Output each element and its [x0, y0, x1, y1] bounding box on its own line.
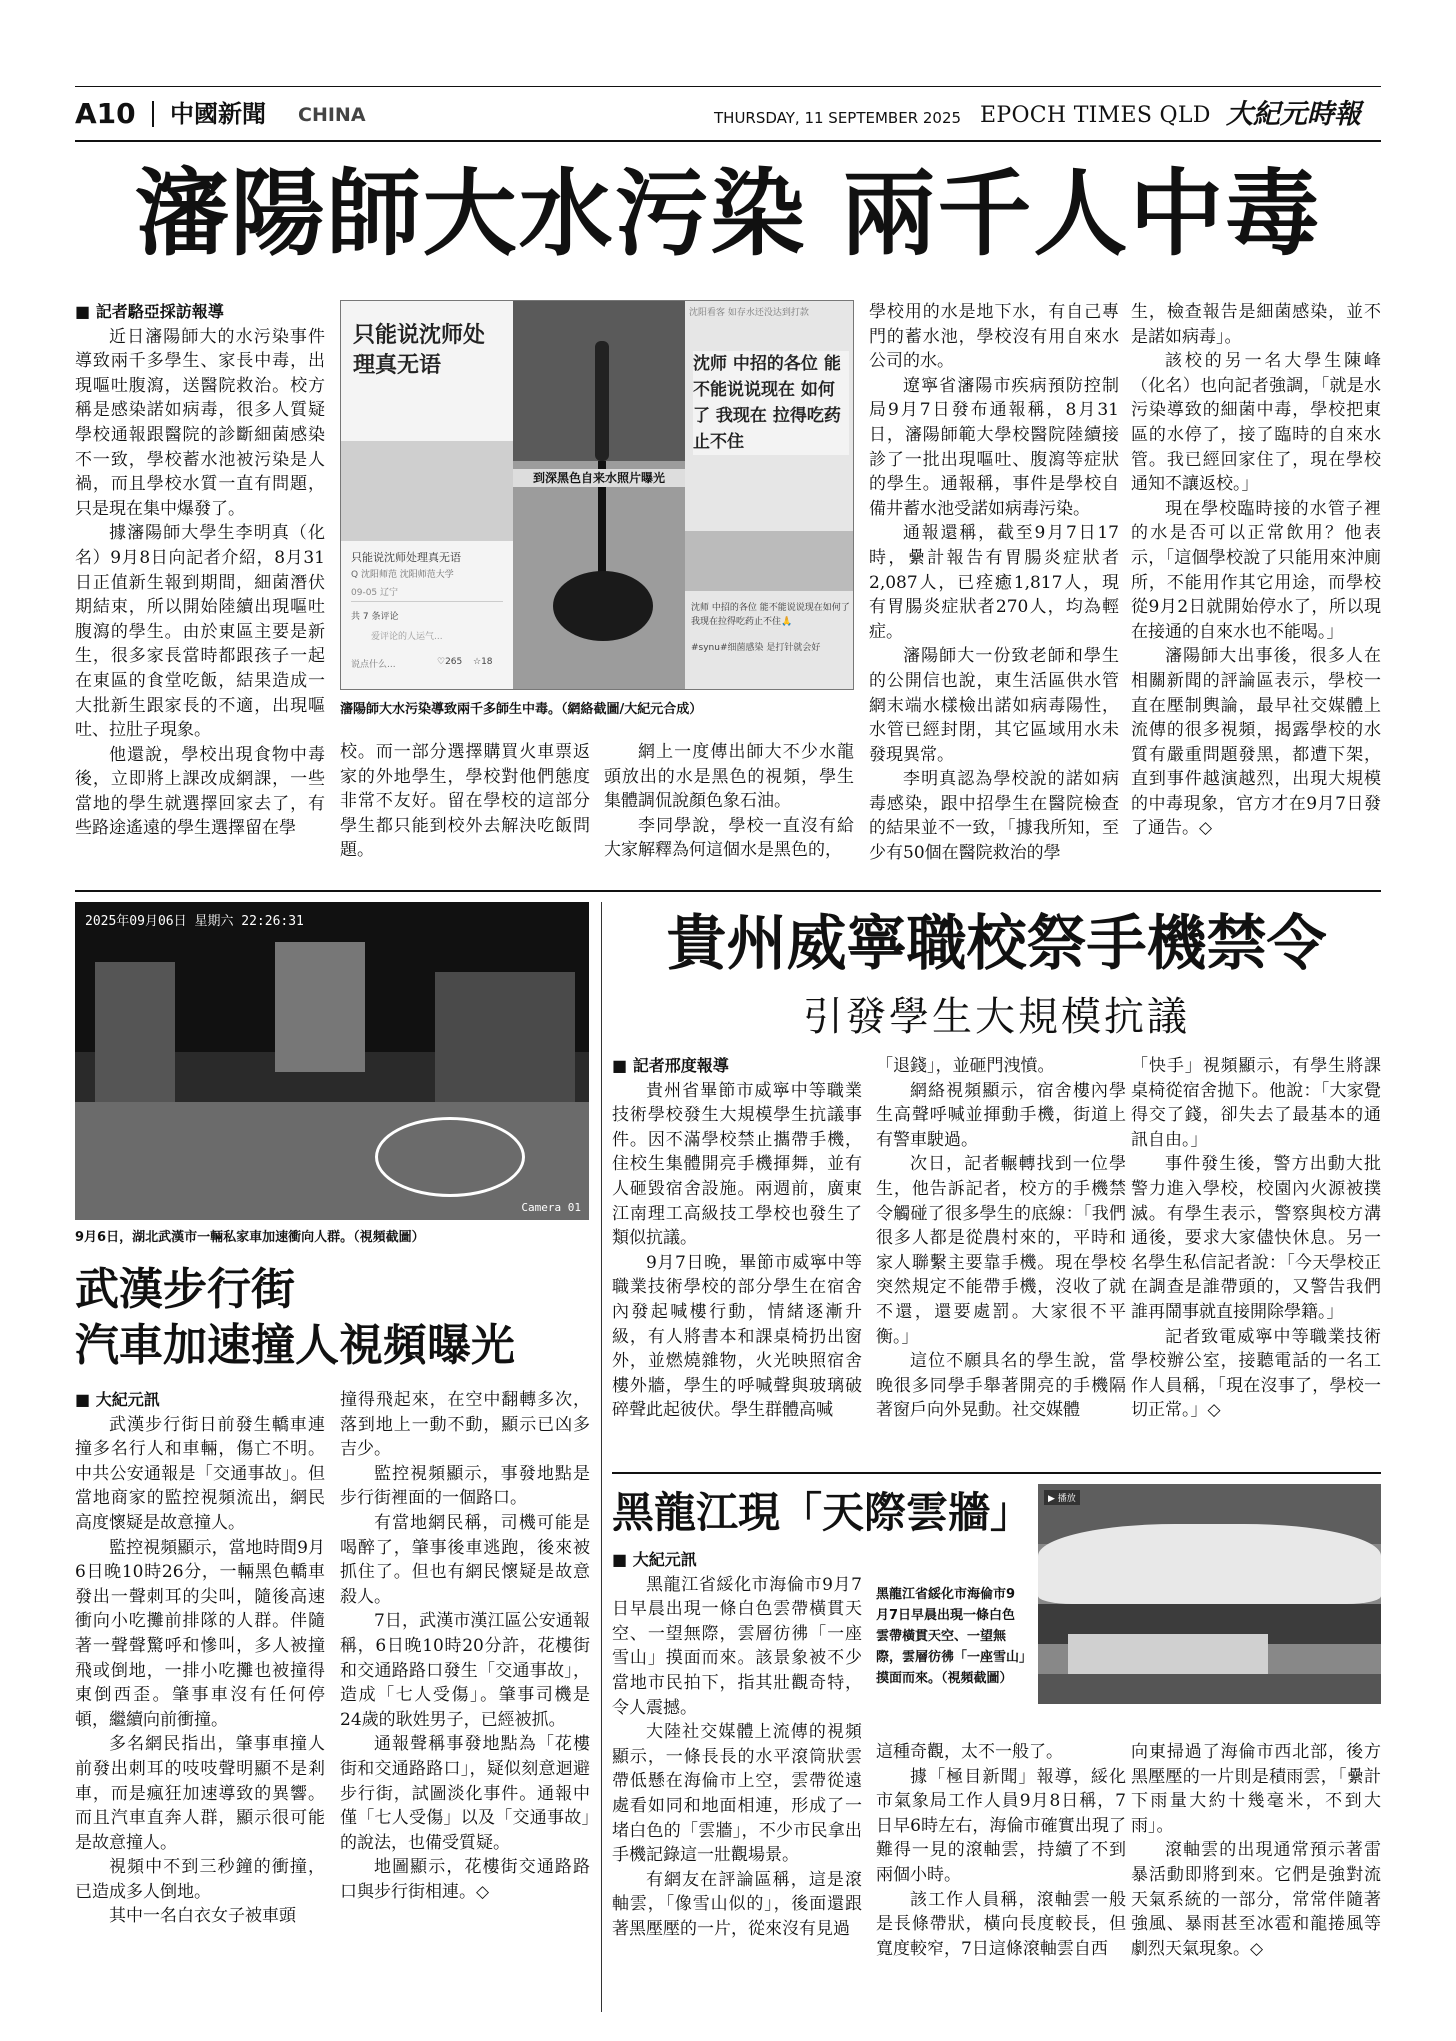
story4-byline: ■ 大紀元訊 — [612, 1548, 862, 1573]
screenshot-small-title: 只能说沈师处理真无语 — [351, 551, 461, 564]
screenshot-left — [341, 301, 513, 690]
paragraph: 9月7日晚，畢節市威寧中等職業技術學校的部分學生在宿舍內發起喊樓行動，情緒逐漸升級，有人將書本和課桌椅扔出窗外，並燃燒雜物，火光映照宿舍樓外牆，學生的呼喊聲與玻璃破碎聲此起彼伏。學生群體高喊 — [612, 1252, 862, 1421]
screenshot-top-text: 沈阳看客 如存水还没达到打款 — [689, 308, 809, 318]
screenshot-small-quote: 沈师 中招的各位 能不能说说现在如何了 我现在拉得吃药止不住🙏 — [691, 603, 850, 627]
paragraph: 網絡視頻顯示，宿舍樓內學生高聲呼喊並揮動手機，街道上有警車駛過。 — [876, 1080, 1126, 1150]
story3-byline: ■ 記者邢度報導 — [612, 1054, 862, 1079]
paper-name-en: EPOCH TIMES QLD — [980, 103, 1211, 128]
paragraph: 武漢步行街日前發生轎車連撞多名行人和車輛，傷亡不明。中共公安通報是「交通事故」。但當地商家的監控視頻流出，網民高度懷疑是故意撞人。 — [75, 1414, 325, 1533]
screenshot-big-quote: 沈师 中招的各位 能不能说说现在 如何了 我现在 拉得吃药止不住 — [693, 351, 849, 455]
paragraph: 網上一度傳出師大不少水龍頭放出的水是黑色的視頻，學生集體調侃說顏色象石油。 — [604, 742, 854, 812]
paragraph: 該校的另一名大學生陳峰（化名）也向記者強調，「就是水污染導致的細菌中毒，學校把東區的水停了，接了臨時的自來水管。我已經回家住了，現在學校通知不讓返校。」 — [1131, 351, 1381, 495]
screenshot-stars: ☆18 — [473, 657, 493, 667]
paragraph: 學校用的水是地下水，有自己專門的蓄水池，學校沒有用自來水公司的水。 — [869, 302, 1119, 372]
paragraph: 校。而一部分選擇購買火車票返家的外地學生，學校對他們態度非常不友好。留在學校的這部分學生都只能到校外去解決吃飯問題。 — [340, 742, 590, 861]
cctv-timestamp: 2025年09月06日 星期六 22:26:31 — [85, 914, 304, 929]
building-left — [95, 962, 175, 1122]
paragraph: 這位不願具名的學生說，當晚很多同學手舉著開亮的手機隔著窗戶向外晃動。社交媒體 — [876, 1351, 1126, 1421]
story1-photo — [340, 300, 854, 690]
paragraph: 李明真認為學校說的諾如病毒感染，跟中招學生在醫院檢查的結果並不一致，「據我所知，至少有50個在醫院救治的學 — [869, 769, 1119, 864]
story2-byline: ■ 大紀元訊 — [75, 1388, 325, 1413]
story4-col3 — [1131, 1740, 1381, 2013]
paragraph: 通報還稱，截至9月7日17時，纍計報告有胃腸炎症狀者2,087人，已痊癒1,817人，現有胃腸炎症狀者270人，均為輕症。 — [869, 523, 1119, 642]
section-title-en: CHINA — [298, 104, 366, 126]
story3-subhead: 引發學生大規模抗議 — [803, 994, 1190, 1040]
paragraph: 記者致電威寧中等職業技術學校辦公室，接聽電話的一名工作人員稱，「現在沒事了，學校一切正常。」◇ — [1131, 1326, 1381, 1421]
paragraph: 李同學說，學校一直沒有給大家解釋為何這個水是黑色的， — [604, 815, 854, 861]
cctv-camera-label: Camera 01 — [521, 1201, 581, 1214]
story4-headline: 黑龍江現「天際雲牆」 — [612, 1488, 1033, 1537]
paragraph: 7日，武漢市漢江區公安通報稱，6日晚10時20分許，花樓街和交通路路口發生「交通事故」，造成「七人受傷」。肇事司機是24歲的耿姓男子，已經被抓。 — [340, 1611, 590, 1730]
paragraph: 事件發生後，警方出動大批警力進入學校，校園內火源被撲滅。有學生表示，警察與校方溝通後，要求大家儘快休息。另一名學生私信記者說：「今天學校正在調查是誰帶頭的，又警告我們誰再鬧事就直接開除學籍。」 — [1131, 1154, 1381, 1322]
story1-byline: ■ 記者駱亞採訪報導 — [75, 300, 325, 325]
story3-col3 — [1131, 1054, 1381, 1464]
faucet-shape — [595, 341, 609, 461]
story1-col4 — [869, 300, 1119, 870]
paragraph: 他還說，學校出現食物中毒後，立即將上課改成網課，一些當地的學生就選擇回家去了，有些路途遙遠的學生選擇留在學 — [75, 744, 325, 839]
paragraph: 大陸社交媒體上流傳的視頻顯示，一條長長的水平滾筒狀雲帶低懸在海倫市上空，雲帶從遠處看如同和地面相連，形成了一堵白色的「雲牆」，不少市民拿出手機記錄這一壯觀場景。 — [612, 1722, 862, 1866]
screenshot-big-text: 只能说沈师处理真无语 — [353, 323, 486, 378]
paragraph: 黑龍江省綏化市海倫市9月7日早晨出現一條白色雲帶橫貫天空、一望無際，雲層彷彿「一座雪山」摸面而來。該景象被不少當地市民拍下，指其壯觀奇特，令人震撼。 — [612, 1574, 862, 1718]
story1-col1 — [75, 300, 325, 870]
paragraph: 近日瀋陽師大的水污染事件導致兩千多學生、家長中毒，出現嘔吐腹瀉，送醫院救治。校方稱是感染諾如病毒，很多人質疑學校通報跟醫院的診斷細菌感染不一致，學校蓄水池被污染是人禍，而且學校水質一直有問題，只是現在集中爆發了。 — [75, 326, 325, 519]
section-title-zh: 中國新聞 — [170, 99, 266, 128]
paragraph: 向東掃過了海倫市西北部，後方黑壓壓的一片則是積雨雲，「纍計下雨量大約十幾毫米，不到大雨」。 — [1131, 1742, 1381, 1836]
paragraph: 地圖顯示，花樓街交通路路口與步行街相連。◇ — [340, 1857, 590, 1902]
story2-photo-caption: 9月6日，湖北武漢市一輛私家車加速衝向人群。（視頻截圖） — [75, 1230, 425, 1245]
paragraph: 據瀋陽師大學生李明真（化名）9月8日向記者介紹，8月31日正值新生報到期間，細菌潛伏期結束，所以開始陸續出現嘔吐腹瀉的學生。由於東區主要是新生，很多家長當時都跟孩子一起在東區的食堂吃飯，結果造成一大批新生跟家長的不適，出現嘔吐、拉肚子現象。 — [75, 523, 325, 741]
paragraph: 貴州省畢節市威寧中等職業技術學校發生大規模學生抗議事件。因不滿學校禁止攜帶手機，住校生集體開亮手機揮舞，並有人砸毀宿舍設施。兩週前，廣東江南理工高級技工學校也發生了類似抗議。 — [612, 1080, 862, 1249]
screenshot-prompt: 爱评论的人运气... — [371, 632, 443, 642]
story2-headline-line2: 汽車加速撞人視頻曝光 — [75, 1320, 515, 1371]
paragraph: 多名網民指出，肇事車撞人前發出刺耳的吱吱聲明顯不是剎車，而是瘋狂加速導致的異響。而且汽車直奔人群，顯示很可能是故意撞人。 — [75, 1734, 325, 1853]
story1-headline: 瀋陽師大水污染 兩千人中毒 — [134, 159, 1322, 269]
paragraph: 有當地網民稱，司機可能是喝醉了，肇事後車逃跑，後來被抓住了。但也有網民懷疑是故意殺人。 — [340, 1512, 590, 1607]
cloud-wall — [1038, 1524, 1381, 1604]
building-lit — [275, 942, 365, 1072]
paragraph: 現在學校臨時接的水管子裡的水是否可以正常飲用？他表示，「這個學校說了只能用來沖廁所，不能用作其它用途，而學校從9月2日就開始停水了，所以現在接通的自來水也不能喝。」 — [1131, 498, 1381, 642]
buildings — [1068, 1634, 1268, 1674]
paragraph: 生，檢查報告是細菌感染，並不是諾如病毒」。 — [1131, 302, 1381, 347]
paragraph: 撞得飛起來，在空中翻轉多次，落到地上一動不動，顯示已凶多吉少。 — [340, 1390, 590, 1460]
story1-photo-caption: 瀋陽師大水污染導致兩千多師生中毒。（網絡截圖/大紀元合成） — [340, 702, 703, 717]
story4-col1 — [612, 1548, 862, 2013]
story2-col2 — [340, 1388, 590, 2013]
story4-photo-caption: 黑龍江省綏化市海倫市9月7日早晨出現一條白色雲帶橫貫天空、一望無際，雲層彷彿「一座雪山」摸面而來。（視頻截圖） — [876, 1587, 1026, 1686]
paragraph: 監控視頻顯示，事發地點是步行街裡面的一個路口。 — [340, 1463, 590, 1509]
paragraph: 滾軸雲的出現通常預示著雷暴活動即將到來。它們是強對流天氣系統的一部分，常常伴隨著強風、暴雨甚至冰雹和龍捲風等劇烈天氣現象。◇ — [1131, 1840, 1381, 1959]
screenshot-right — [685, 301, 854, 690]
paragraph: 有網友在評論區稱，這是滾軸雲，「像雪山似的」，後面還跟著黑壓壓的一片，從來沒有見過 — [612, 1869, 862, 1939]
story2-headline-line1: 武漢步行街 — [75, 1264, 295, 1315]
paragraph: 瀋陽師大出事後，很多人在相關新聞的評論區表示，學校一直在壓制輿論，最早社交媒體上流傳的很多視頻，揭露學校的水質有嚴重問題發黑，都遭下架，直到事件越演越烈，出現大規模的中毒現象，官方才在9月7日發了通告。◇ — [1131, 646, 1381, 839]
paragraph: 「快手」視頻顯示，有學生將課桌椅從宿舍拋下。他說：「大家覺得交了錢，卻失去了最基本的通訊自由。」 — [1131, 1056, 1381, 1150]
paragraph: 這種奇觀，太不一般了。 — [876, 1742, 1063, 1762]
story2-col1 — [75, 1388, 325, 2013]
paragraph: 其中一名白衣女子被車頭 — [109, 1906, 296, 1927]
video-play-label[interactable]: ▶ 播放 — [1044, 1490, 1080, 1505]
story3-headline: 貴州威寧職校祭手機禁令 — [666, 909, 1327, 979]
story3-col2 — [876, 1054, 1126, 1464]
screenshot-search: Q 沈阳师范 沈阳师范大学 — [351, 570, 454, 580]
paragraph: 據「極目新聞」報導，綏化市氣象局工作人員9月8日稱，7日早6時左右，海倫市確實出現了難得一見的滾軸雲，持續了不到兩個小時。 — [876, 1766, 1126, 1885]
masthead-divider — [152, 101, 154, 127]
paragraph: 通報聲稱事發地點為「花樓街和交通路路口」，疑似刻意迴避步行街，試圖淡化事件。通報中僅「七人受傷」以及「交通事故」的說法，也備受質疑。 — [340, 1734, 590, 1853]
building-right — [435, 972, 575, 1112]
story4-photo — [1038, 1484, 1381, 1704]
screenshot-overlay-text: 到深黑色自来水照片曝光 — [513, 469, 685, 487]
column-divider — [601, 902, 602, 2012]
issue-date: THURSDAY, 11 SEPTEMBER 2025 — [714, 109, 962, 127]
screenshot-likes: ♡265 — [437, 657, 463, 667]
story1-col5 — [1131, 300, 1381, 870]
screenshot-input: 说点什么... — [351, 660, 396, 670]
paragraph: 「退錢」，並砸門洩憤。 — [876, 1056, 1055, 1076]
story3-col1 — [612, 1054, 862, 1464]
paragraph: 次日，記者輾轉找到一位學生，他告訴記者，校方的手機禁令觸碰了很多學生的底線：「我們很多人都是從農村來的，平時和家人聯繫主要靠手機。現在學校突然規定不能帶手機，沒收了就不還，還要處罰。大家很不平衡。」 — [876, 1154, 1126, 1347]
story1-col2 — [340, 740, 590, 870]
paragraph: 該工作人員稱，滾軸雲一般是長條帶狀，橫向長度較長，但寬度較窄，7日這條滾軸雲自西 — [876, 1889, 1126, 1959]
story2-photo — [75, 902, 589, 1220]
paragraph: 監控視頻顯示，當地時間9月6日晚10時26分，一輛黑色轎車發出一聲刺耳的尖叫，隨後高速衝向小吃攤前排隊的人群。伴隨著一聲聲驚呼和慘叫，多人被撞飛或倒地，一排小吃攤也被撞得東倒西歪。肇事車沒有任何停頓，繼續向前衝撞。 — [75, 1537, 325, 1730]
paragraph: 遼寧省瀋陽市疾病預防控制局9月7日發布通報稱，8月31日，瀋陽師範大學校醫院陸續接診了一批出現嘔吐、腹瀉等症狀的學生。通報稱，事件是學校自備井蓄水池受諾如病毒污染。 — [869, 375, 1119, 519]
screenshot-date: 09-05 辽宁 — [351, 588, 399, 598]
screenshot-tags: #synu#细菌感染 是打针就会好 — [691, 643, 821, 653]
page-number: A10 — [75, 97, 136, 130]
paper-name-zh: 大紀元時報 — [1226, 99, 1361, 130]
story1-col3 — [604, 740, 854, 870]
screenshot-comments: 共 7 条评论 — [351, 612, 399, 622]
paragraph: 視頻中不到三秒鐘的衝撞，已造成多人倒地。 — [75, 1857, 325, 1902]
story4-col2 — [876, 1740, 1126, 2013]
highlight-circle — [375, 1117, 525, 1197]
screenshot-middle — [513, 301, 685, 690]
paragraph: 瀋陽師大一份致老師和學生的公開信也說，東生活區供水管網末端水樣檢出諾如病毒陽性，水管已經封閉，其它區域用水未發現異常。 — [869, 646, 1119, 765]
